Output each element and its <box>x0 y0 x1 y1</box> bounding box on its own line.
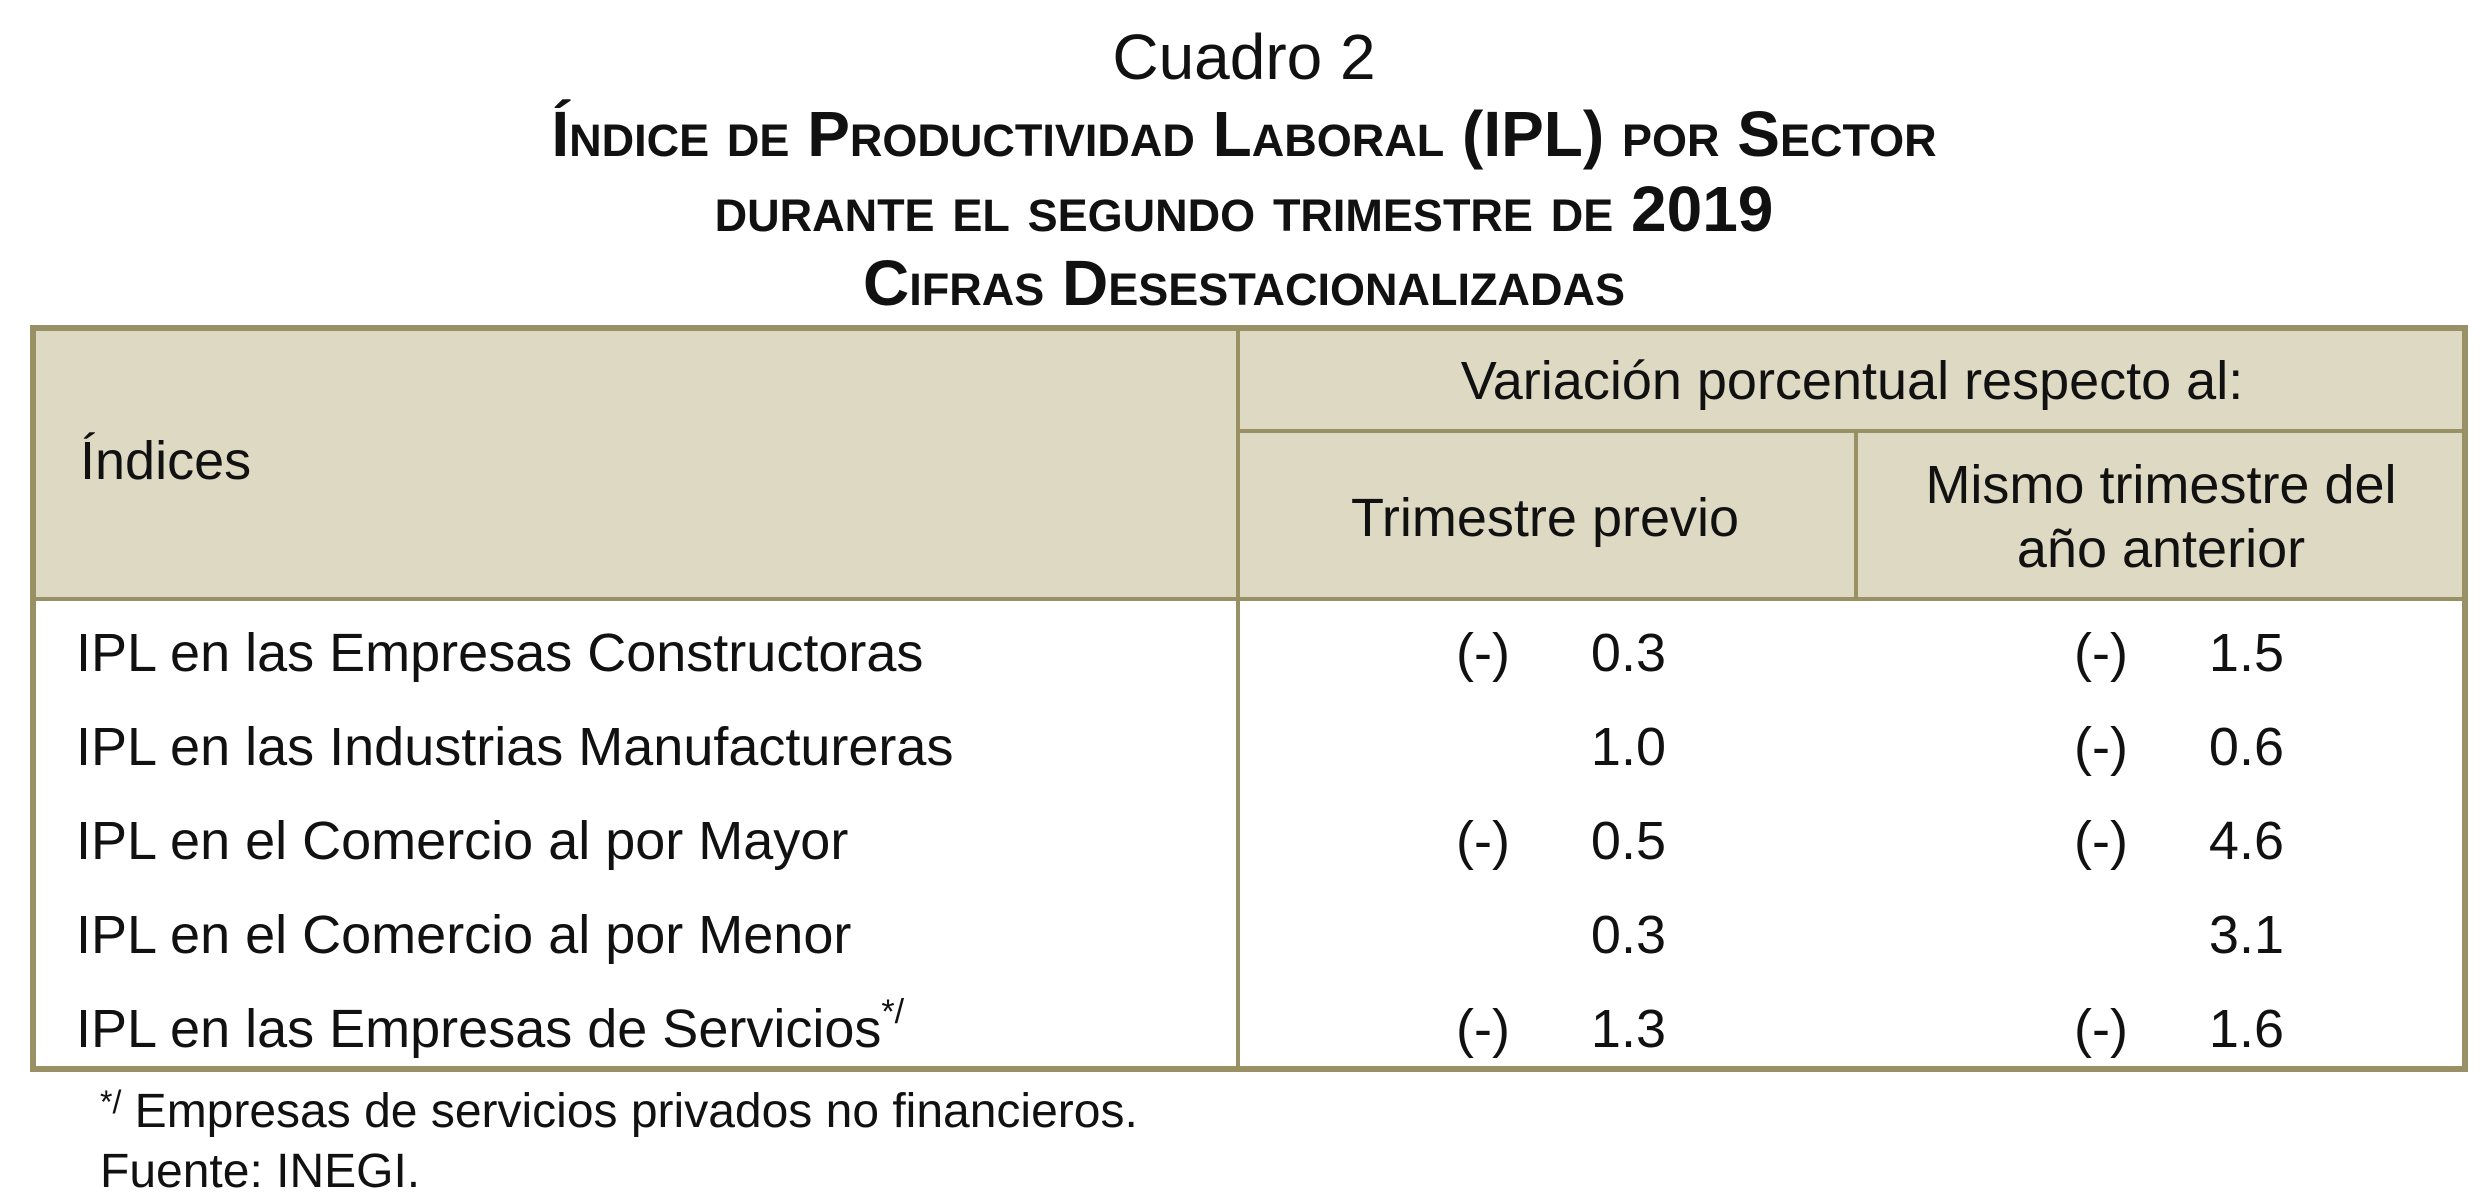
table-title: Índice de Productividad Laboral (IPL) por Sector <box>551 98 1937 170</box>
table-row <box>36 700 2462 794</box>
table-subtitle-adjustment: Cifras Desestacionalizadas <box>863 247 1625 319</box>
value-annual: 0.6 <box>2208 717 2284 777</box>
value-prev: 0.3 <box>1590 623 1666 683</box>
footnote-reference: */ <box>881 993 905 1031</box>
table-subtitle-period: durante el segundo trimestre de 2019 <box>714 173 1774 245</box>
negative-marker-annual: (-) <box>2074 999 2128 1059</box>
value-annual: 1.6 <box>2208 999 2284 1059</box>
table-title-block <box>0 18 2488 320</box>
value-prev: 0.5 <box>1590 811 1666 871</box>
table-number: Cuadro 2 <box>1112 21 1376 93</box>
table-row <box>36 794 2462 888</box>
source-note: Fuente: INEGI. <box>100 1145 421 1198</box>
row-label: IPL en las Empresas Constructoras <box>76 623 924 683</box>
row-label <box>76 982 904 1076</box>
data-table <box>30 325 2468 1072</box>
negative-marker-prev: (-) <box>1456 999 1510 1059</box>
table-row <box>36 888 2462 982</box>
row-label: IPL en el Comercio al por Menor <box>76 905 852 965</box>
table-row <box>36 982 2462 1076</box>
negative-marker-prev: (-) <box>1456 811 1510 871</box>
value-prev: 0.3 <box>1590 905 1666 965</box>
footnote-marker: */ <box>100 1084 122 1120</box>
row-label: IPL en las Industrias Manufactureras <box>76 717 954 777</box>
header-variation-group: Variación porcentual respecto al: <box>1460 351 2244 411</box>
row-label: IPL en el Comercio al por Mayor <box>76 811 849 871</box>
footnote-text: Empresas de servicios privados no financieros. <box>121 1085 1138 1138</box>
value-annual: 4.6 <box>2208 811 2284 871</box>
header-indices: Índices <box>80 431 252 491</box>
value-annual: 3.1 <box>2208 905 2284 965</box>
header-same-quarter-last-year-line1: Mismo trimestre del <box>1925 455 2397 515</box>
value-prev: 1.0 <box>1590 717 1666 777</box>
header-same-quarter-last-year-line2: año anterior <box>2016 519 2306 579</box>
table-row <box>36 606 2462 700</box>
negative-marker-annual: (-) <box>2074 811 2128 871</box>
negative-marker-annual: (-) <box>2074 717 2128 777</box>
negative-marker-annual: (-) <box>2074 623 2128 683</box>
footnote <box>100 1082 1138 1142</box>
value-prev: 1.3 <box>1590 999 1666 1059</box>
row-label-text: IPL en las Empresas de Servicios <box>76 999 882 1059</box>
group-header-divider <box>1236 429 2468 433</box>
value-annual: 1.5 <box>2208 623 2284 683</box>
negative-marker-prev: (-) <box>1456 623 1510 683</box>
header-previous-quarter: Trimestre previo <box>1350 488 1740 548</box>
